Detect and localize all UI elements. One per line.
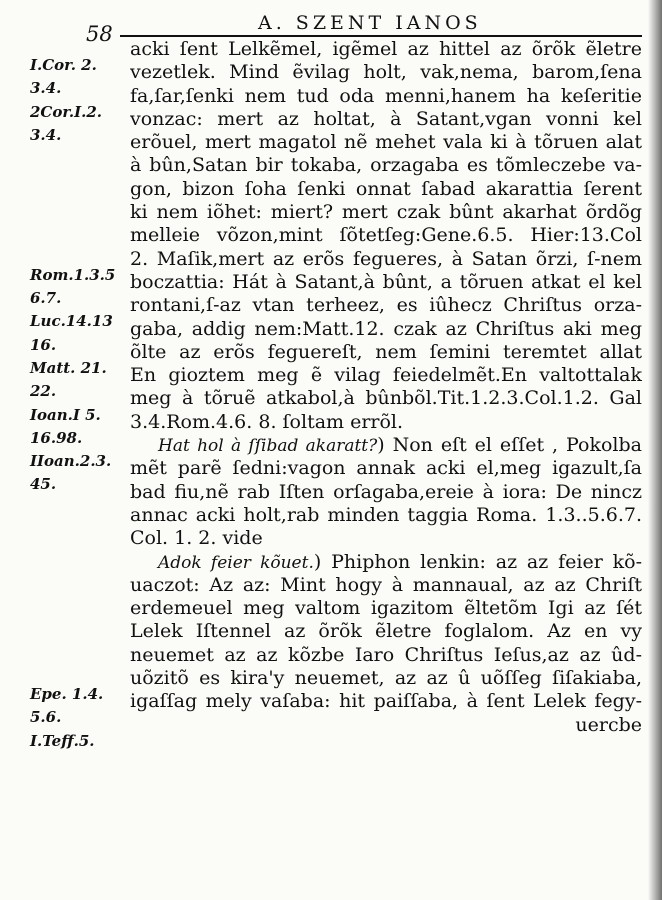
text-line-content: ) Non eſt el eſſet , Pokolba: [377, 434, 642, 457]
text-line-content: ) Phiphon lenkin: az az feier kõ-: [313, 550, 642, 573]
text-line-content: fa,ſar,ſenki nem tud oda menni,hanem ha keſeritie: [130, 84, 642, 107]
text-line-content: à bûn,Satan bir tokaba, orzagaba es tõmleczebe va-: [130, 154, 642, 177]
text-line-content: boczattia: Hát à Satant,à bûnt, a tõruen atkat el kel: [130, 270, 642, 293]
text-line: [130, 294, 642, 317]
text-line-content: mẽt parẽ ſedni:vagon annak acki el,meg igazult,ſa: [130, 457, 642, 480]
text-line: [130, 574, 642, 597]
section-lemma: Adok feier kõuet.: [158, 552, 314, 573]
text-line: [130, 434, 642, 457]
text-line: [130, 38, 642, 61]
text-line: [130, 597, 642, 620]
margin-reference: 3.4.: [30, 79, 62, 98]
text-line-content: igaſſag mely vaſaba: hit paiſſaba, à ſent Lelek fegy-: [130, 690, 642, 713]
margin-reference: 45.: [30, 475, 57, 494]
text-line: [130, 551, 642, 574]
body-text: [130, 38, 642, 737]
margin-reference: Ioan.I 5.: [30, 405, 101, 424]
text-line: [130, 457, 642, 480]
margin-reference: Matt. 21.: [30, 358, 107, 377]
text-line-content: õlte az erõs feguereſt, nem ſemini teremtet allat: [130, 340, 642, 363]
text-line: [130, 224, 642, 247]
margin-reference: 2Cor.I.2.: [30, 102, 103, 121]
text-line: [130, 387, 642, 410]
text-line-content: neuemet az az kõzbe Iaro Chriſtus Ieſus,az az ûd-: [130, 643, 642, 666]
text-line: [130, 364, 642, 387]
page-number: 58: [86, 22, 113, 46]
margin-reference: Luc.14.13: [30, 312, 113, 331]
text-line: [130, 644, 642, 667]
text-line-content: annac acki holt,rab minden taggia Roma. 1.3..5.6.7.: [130, 503, 642, 526]
text-line-content: rontani,ſ-az vtan terheez, es iûhecz Chriſtus orza-: [130, 294, 642, 317]
text-line: [130, 504, 642, 527]
text-line: [130, 527, 642, 550]
text-line-content: meg à tõruẽ atkabol,à bûnbõl.Tit.1.2.3.Col.1.2. Gal: [130, 387, 642, 410]
text-line: [130, 667, 642, 690]
text-line-content: 3.4.Rom.4.6. 8. ſoltam errõl.: [130, 410, 404, 433]
text-line-content: Lelek Iſtennel az õrõk ẽletre foglalom. Az en vy: [130, 620, 642, 643]
text-line: [130, 411, 642, 434]
text-line-content: uaczot: Az az: Mint hogy à mannaual, az az Chriſt: [130, 573, 642, 596]
text-line: [130, 61, 642, 84]
margin-reference: 16.98.: [30, 428, 83, 447]
text-line-content: vonzac: mert az holtat, à Satant,vgan vonni kel: [130, 107, 642, 130]
text-line-content: bad fiu,nẽ rab Iſten orſagaba,ereie à iora: De nincz: [130, 480, 642, 503]
margin-reference: 3.4.: [30, 125, 62, 144]
text-line: [130, 271, 642, 294]
margin-reference: Rom.1.3.5: [30, 265, 116, 284]
text-line-content: uõzitõ es kira'y neuemet, az az û uõſſeg ſiſakiaba,: [130, 667, 642, 690]
text-line: [130, 248, 642, 271]
text-line-content: uercbe: [575, 713, 642, 736]
text-line-content: erdemeuel meg valtom igazitom ẽltetõm Igi az ſét: [130, 597, 642, 620]
page-gutter-shadow: [648, 0, 662, 900]
margin-reference: 16.: [30, 335, 57, 354]
margin-reference: 22.: [30, 382, 57, 401]
text-line-content: gon, bizon ſoha ſenki onnat ſabad akarattia ſerent: [130, 177, 642, 200]
text-line-content: En gioztem meg ẽ vilag feiedelmẽt.En valtottalak: [130, 364, 642, 387]
text-line-content: vezetlek. Mind ẽvilag holt, vak,nema, barom,ſena: [130, 61, 642, 84]
margin-reference: IIoan.2.3.: [30, 452, 112, 471]
text-line: [130, 620, 642, 643]
text-line: [130, 108, 642, 131]
text-line-content: ki nem iõhet: miert? mert czak bûnt akarhat õrdõg: [130, 201, 642, 224]
text-line: [130, 178, 642, 201]
text-line: [130, 714, 642, 737]
page-header: [0, 6, 662, 46]
text-line: [130, 481, 642, 504]
margin-reference: 6.7.: [30, 289, 62, 307]
text-line-content: gaba, addig nem:Matt.12. czak az Chriſtus aki meg: [130, 317, 642, 340]
running-head: A. SZENT IANOS: [258, 12, 482, 34]
text-line-content: 2. Maſik,mert az erõs fegueres, à Satan õrzi, ſ-nem: [130, 247, 642, 270]
margin-reference: 5.6.: [30, 708, 62, 727]
text-line-content: acki ſent Lelkẽmel, igẽmel az hittel az õrõk ẽletre: [130, 38, 642, 60]
text-line: [130, 154, 642, 177]
margin-reference: I.Cor. 2.: [30, 56, 97, 74]
margin-reference: Epe. 1.4.: [30, 685, 104, 704]
text-line-content: melleie võzon,mint ſõtetſeg:Gene.6.5. Hier:13.Col: [130, 224, 642, 247]
text-line: [130, 690, 642, 713]
header-rule: [120, 35, 642, 37]
margin-reference: I.Teff.5.: [30, 731, 95, 750]
text-line: [130, 85, 642, 108]
text-line: [130, 318, 642, 341]
text-line: [130, 341, 642, 364]
text-line: [130, 201, 642, 224]
text-line-content: Col. 1. 2. vide: [130, 527, 263, 550]
text-line: [130, 131, 642, 154]
section-lemma: Hat hol à ſſibad akaratt?: [158, 436, 378, 457]
text-line-content: erõuel, mert magatol nẽ mehet vala ki à tõruen alat: [130, 131, 642, 154]
